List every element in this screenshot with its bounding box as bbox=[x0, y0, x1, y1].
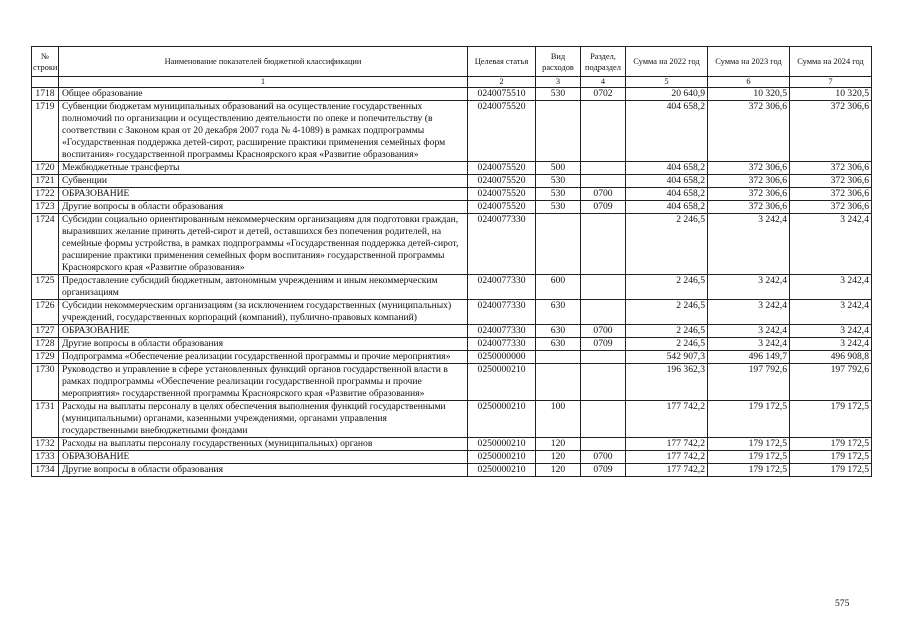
table-row bbox=[32, 175, 872, 188]
kind-cell bbox=[536, 214, 581, 275]
name-cell: Субвенции bbox=[59, 175, 468, 188]
sum-2024-cell: 3 242,4 bbox=[790, 325, 872, 338]
target-cell: 0240075520 bbox=[468, 201, 536, 214]
sum-2023-cell: 3 242,4 bbox=[708, 300, 790, 325]
sum-2022-cell: 177 742,2 bbox=[626, 451, 708, 464]
section-cell bbox=[581, 351, 626, 364]
target-cell: 0250000210 bbox=[468, 464, 536, 477]
section-cell bbox=[581, 101, 626, 162]
sum-2022-cell: 177 742,2 bbox=[626, 401, 708, 438]
sum-2022-cell: 196 362,3 bbox=[626, 364, 708, 401]
sum-2023-cell: 372 306,6 bbox=[708, 188, 790, 201]
budget-sheet bbox=[31, 46, 871, 477]
target-cell: 0250000210 bbox=[468, 451, 536, 464]
table-row bbox=[32, 401, 872, 438]
sum-2023-cell: 3 242,4 bbox=[708, 338, 790, 351]
sum-2023-cell: 179 172,5 bbox=[708, 401, 790, 438]
table-row bbox=[32, 188, 872, 201]
sum-2024-cell: 372 306,6 bbox=[790, 162, 872, 175]
section-cell bbox=[581, 438, 626, 451]
name-cell: Расходы на выплаты персоналу в целях обеспечения выполнения функций государственными (муниципальными) органами, казенными учреждениями, органами управления государственными внебюджетными фондами bbox=[59, 401, 468, 438]
header-sum-2024: Сумма на 2024 год bbox=[790, 47, 872, 77]
name-cell: Общее образование bbox=[59, 88, 468, 101]
budget-table bbox=[31, 46, 872, 477]
sum-2024-cell: 179 172,5 bbox=[790, 438, 872, 451]
name-cell: ОБРАЗОВАНИЕ bbox=[59, 451, 468, 464]
section-cell: 0709 bbox=[581, 464, 626, 477]
page-number: 575 bbox=[835, 598, 850, 609]
header-row-no: № строки bbox=[32, 47, 59, 77]
target-cell: 0240077330 bbox=[468, 338, 536, 351]
table-row bbox=[32, 364, 872, 401]
kind-cell: 100 bbox=[536, 401, 581, 438]
table-row bbox=[32, 162, 872, 175]
name-cell: Другие вопросы в области образования bbox=[59, 201, 468, 214]
sum-2024-cell: 179 172,5 bbox=[790, 401, 872, 438]
kind-cell: 530 bbox=[536, 175, 581, 188]
table-row bbox=[32, 464, 872, 477]
table-body bbox=[32, 77, 872, 477]
section-cell bbox=[581, 175, 626, 188]
row-number-cell: 1732 bbox=[32, 438, 59, 451]
row-number-cell: 1729 bbox=[32, 351, 59, 364]
section-cell bbox=[581, 275, 626, 300]
name-cell: Расходы на выплаты персоналу государственных (муниципальных) органов bbox=[59, 438, 468, 451]
section-cell bbox=[581, 300, 626, 325]
kind-cell: 630 bbox=[536, 300, 581, 325]
name-cell: Другие вопросы в области образования bbox=[59, 464, 468, 477]
table-row bbox=[32, 351, 872, 364]
kind-cell bbox=[536, 364, 581, 401]
section-cell bbox=[581, 364, 626, 401]
sum-2023-cell: 372 306,6 bbox=[708, 175, 790, 188]
row-number-cell: 1718 bbox=[32, 88, 59, 101]
header-sum-2023: Сумма на 2023 год bbox=[708, 47, 790, 77]
target-cell: 0240075520 bbox=[468, 188, 536, 201]
name-cell: ОБРАЗОВАНИЕ bbox=[59, 325, 468, 338]
row-number-cell: 1721 bbox=[32, 175, 59, 188]
sum-2023-cell: 179 172,5 bbox=[708, 464, 790, 477]
kind-cell: 120 bbox=[536, 451, 581, 464]
column-number: 7 bbox=[790, 77, 872, 88]
section-cell bbox=[581, 401, 626, 438]
table-row bbox=[32, 101, 872, 162]
row-number-cell: 1722 bbox=[32, 188, 59, 201]
kind-cell: 120 bbox=[536, 464, 581, 477]
row-number-cell: 1731 bbox=[32, 401, 59, 438]
sum-2022-cell: 404 658,2 bbox=[626, 101, 708, 162]
row-number-cell: 1724 bbox=[32, 214, 59, 275]
sum-2023-cell: 197 792,6 bbox=[708, 364, 790, 401]
section-cell bbox=[581, 214, 626, 275]
target-cell: 0240075520 bbox=[468, 101, 536, 162]
sum-2023-cell: 3 242,4 bbox=[708, 325, 790, 338]
sum-2023-cell: 179 172,5 bbox=[708, 438, 790, 451]
sum-2024-cell: 372 306,6 bbox=[790, 101, 872, 162]
table-row bbox=[32, 338, 872, 351]
sum-2022-cell: 404 658,2 bbox=[626, 175, 708, 188]
sum-2022-cell: 2 246,5 bbox=[626, 338, 708, 351]
name-cell: Межбюджетные трансферты bbox=[59, 162, 468, 175]
row-number-cell: 1723 bbox=[32, 201, 59, 214]
row-number-cell: 1725 bbox=[32, 275, 59, 300]
row-number-cell: 1727 bbox=[32, 325, 59, 338]
table-row bbox=[32, 451, 872, 464]
sum-2023-cell: 496 149,7 bbox=[708, 351, 790, 364]
table-row bbox=[32, 438, 872, 451]
kind-cell: 530 bbox=[536, 201, 581, 214]
sum-2024-cell: 372 306,6 bbox=[790, 201, 872, 214]
header-kind: Вид расходов bbox=[536, 47, 581, 77]
sum-2024-cell: 10 320,5 bbox=[790, 88, 872, 101]
sum-2023-cell: 372 306,6 bbox=[708, 101, 790, 162]
row-number-cell: 1719 bbox=[32, 101, 59, 162]
column-number: 3 bbox=[536, 77, 581, 88]
column-number bbox=[32, 77, 59, 88]
sum-2022-cell: 2 246,5 bbox=[626, 300, 708, 325]
column-numbers-row bbox=[32, 77, 872, 88]
sum-2022-cell: 2 246,5 bbox=[626, 325, 708, 338]
section-cell: 0709 bbox=[581, 201, 626, 214]
section-cell: 0709 bbox=[581, 338, 626, 351]
column-number: 5 bbox=[626, 77, 708, 88]
section-cell: 0702 bbox=[581, 88, 626, 101]
sum-2024-cell: 3 242,4 bbox=[790, 300, 872, 325]
table-row bbox=[32, 88, 872, 101]
sum-2023-cell: 10 320,5 bbox=[708, 88, 790, 101]
name-cell: Руководство и управление в сфере установленных функций органов государственной власти в рамках подпрограммы «Обеспечение реализации государственной программы и прочие мероприятия» государственной программы Красноярского края «Развитие образования» bbox=[59, 364, 468, 401]
target-cell: 0240077330 bbox=[468, 214, 536, 275]
section-cell: 0700 bbox=[581, 188, 626, 201]
sum-2024-cell: 179 172,5 bbox=[790, 464, 872, 477]
table-row bbox=[32, 275, 872, 300]
kind-cell bbox=[536, 101, 581, 162]
sum-2024-cell: 496 908,8 bbox=[790, 351, 872, 364]
section-cell: 0700 bbox=[581, 451, 626, 464]
sum-2024-cell: 372 306,6 bbox=[790, 175, 872, 188]
target-cell: 0240077330 bbox=[468, 300, 536, 325]
sum-2024-cell: 179 172,5 bbox=[790, 451, 872, 464]
header-name: Наименование показателей бюджетной классификации bbox=[59, 47, 468, 77]
row-number-cell: 1720 bbox=[32, 162, 59, 175]
sum-2022-cell: 177 742,2 bbox=[626, 464, 708, 477]
row-number-cell: 1730 bbox=[32, 364, 59, 401]
column-number: 6 bbox=[708, 77, 790, 88]
sum-2024-cell: 372 306,6 bbox=[790, 188, 872, 201]
sum-2022-cell: 404 658,2 bbox=[626, 201, 708, 214]
kind-cell: 630 bbox=[536, 338, 581, 351]
row-number-cell: 1733 bbox=[32, 451, 59, 464]
name-cell: Субсидии некоммерческим организациям (за исключением государственных (муниципальных) учреждений, государственных корпораций (компаний), публично-правовых компаний) bbox=[59, 300, 468, 325]
target-cell: 0240077330 bbox=[468, 325, 536, 338]
sum-2023-cell: 3 242,4 bbox=[708, 275, 790, 300]
sum-2022-cell: 2 246,5 bbox=[626, 214, 708, 275]
target-cell: 0250000210 bbox=[468, 364, 536, 401]
table-row bbox=[32, 214, 872, 275]
sum-2022-cell: 404 658,2 bbox=[626, 188, 708, 201]
table-row bbox=[32, 300, 872, 325]
name-cell: Субсидии социально ориентированным некоммерческим организациям для подготовки граждан, выразивших желание принять детей-сирот и детей, оставшихся без попечения родителей, на семейные формы устройства, в рамках подпрограммы «Государственная поддержка детей-сирот, расширение практики применения семейных форм воспитания» государственной программы Красноярского края «Развитие образования» bbox=[59, 214, 468, 275]
target-cell: 0250000210 bbox=[468, 438, 536, 451]
target-cell: 0250000210 bbox=[468, 401, 536, 438]
name-cell: ОБРАЗОВАНИЕ bbox=[59, 188, 468, 201]
target-cell: 0250000000 bbox=[468, 351, 536, 364]
column-number: 2 bbox=[468, 77, 536, 88]
header-sum-2022: Сумма на 2022 год bbox=[626, 47, 708, 77]
row-number-cell: 1734 bbox=[32, 464, 59, 477]
sum-2023-cell: 179 172,5 bbox=[708, 451, 790, 464]
name-cell: Другие вопросы в области образования bbox=[59, 338, 468, 351]
target-cell: 0240075520 bbox=[468, 162, 536, 175]
sum-2024-cell: 3 242,4 bbox=[790, 275, 872, 300]
row-number-cell: 1726 bbox=[32, 300, 59, 325]
section-cell: 0700 bbox=[581, 325, 626, 338]
section-cell bbox=[581, 162, 626, 175]
sum-2023-cell: 372 306,6 bbox=[708, 162, 790, 175]
sum-2022-cell: 2 246,5 bbox=[626, 275, 708, 300]
kind-cell: 600 bbox=[536, 275, 581, 300]
sum-2024-cell: 197 792,6 bbox=[790, 364, 872, 401]
table-row bbox=[32, 201, 872, 214]
sum-2024-cell: 3 242,4 bbox=[790, 214, 872, 275]
sum-2022-cell: 542 907,3 bbox=[626, 351, 708, 364]
sum-2024-cell: 3 242,4 bbox=[790, 338, 872, 351]
kind-cell: 530 bbox=[536, 88, 581, 101]
column-number: 4 bbox=[581, 77, 626, 88]
target-cell: 0240075520 bbox=[468, 175, 536, 188]
sum-2023-cell: 372 306,6 bbox=[708, 201, 790, 214]
target-cell: 0240075510 bbox=[468, 88, 536, 101]
header-row bbox=[32, 47, 872, 77]
sum-2022-cell: 20 640,9 bbox=[626, 88, 708, 101]
sum-2022-cell: 177 742,2 bbox=[626, 438, 708, 451]
kind-cell: 120 bbox=[536, 438, 581, 451]
name-cell: Субвенции бюджетам муниципальных образований на осуществление государственных полномочий по организации и осуществлению деятельности по опеке и попечительству (в соответствии с Законом края от 20 декабря 2007 года № 4-1089) в рамках подпрограммы «Государственная поддержка детей-сирот, расширение практики применения семейных форм воспитания» государственной программы Красноярского края «Развитие образования» bbox=[59, 101, 468, 162]
name-cell: Предоставление субсидий бюджетным, автономным учреждениям и иным некоммерческим организациям bbox=[59, 275, 468, 300]
header-target: Целевая статья bbox=[468, 47, 536, 77]
row-number-cell: 1728 bbox=[32, 338, 59, 351]
name-cell: Подпрограмма «Обеспечение реализации государственной программы и прочие мероприятия» bbox=[59, 351, 468, 364]
kind-cell: 630 bbox=[536, 325, 581, 338]
header-section: Раздел, подраздел bbox=[581, 47, 626, 77]
kind-cell: 500 bbox=[536, 162, 581, 175]
table-row bbox=[32, 325, 872, 338]
sum-2022-cell: 404 658,2 bbox=[626, 162, 708, 175]
sum-2023-cell: 3 242,4 bbox=[708, 214, 790, 275]
kind-cell: 530 bbox=[536, 188, 581, 201]
kind-cell bbox=[536, 351, 581, 364]
column-number: 1 bbox=[59, 77, 468, 88]
target-cell: 0240077330 bbox=[468, 275, 536, 300]
